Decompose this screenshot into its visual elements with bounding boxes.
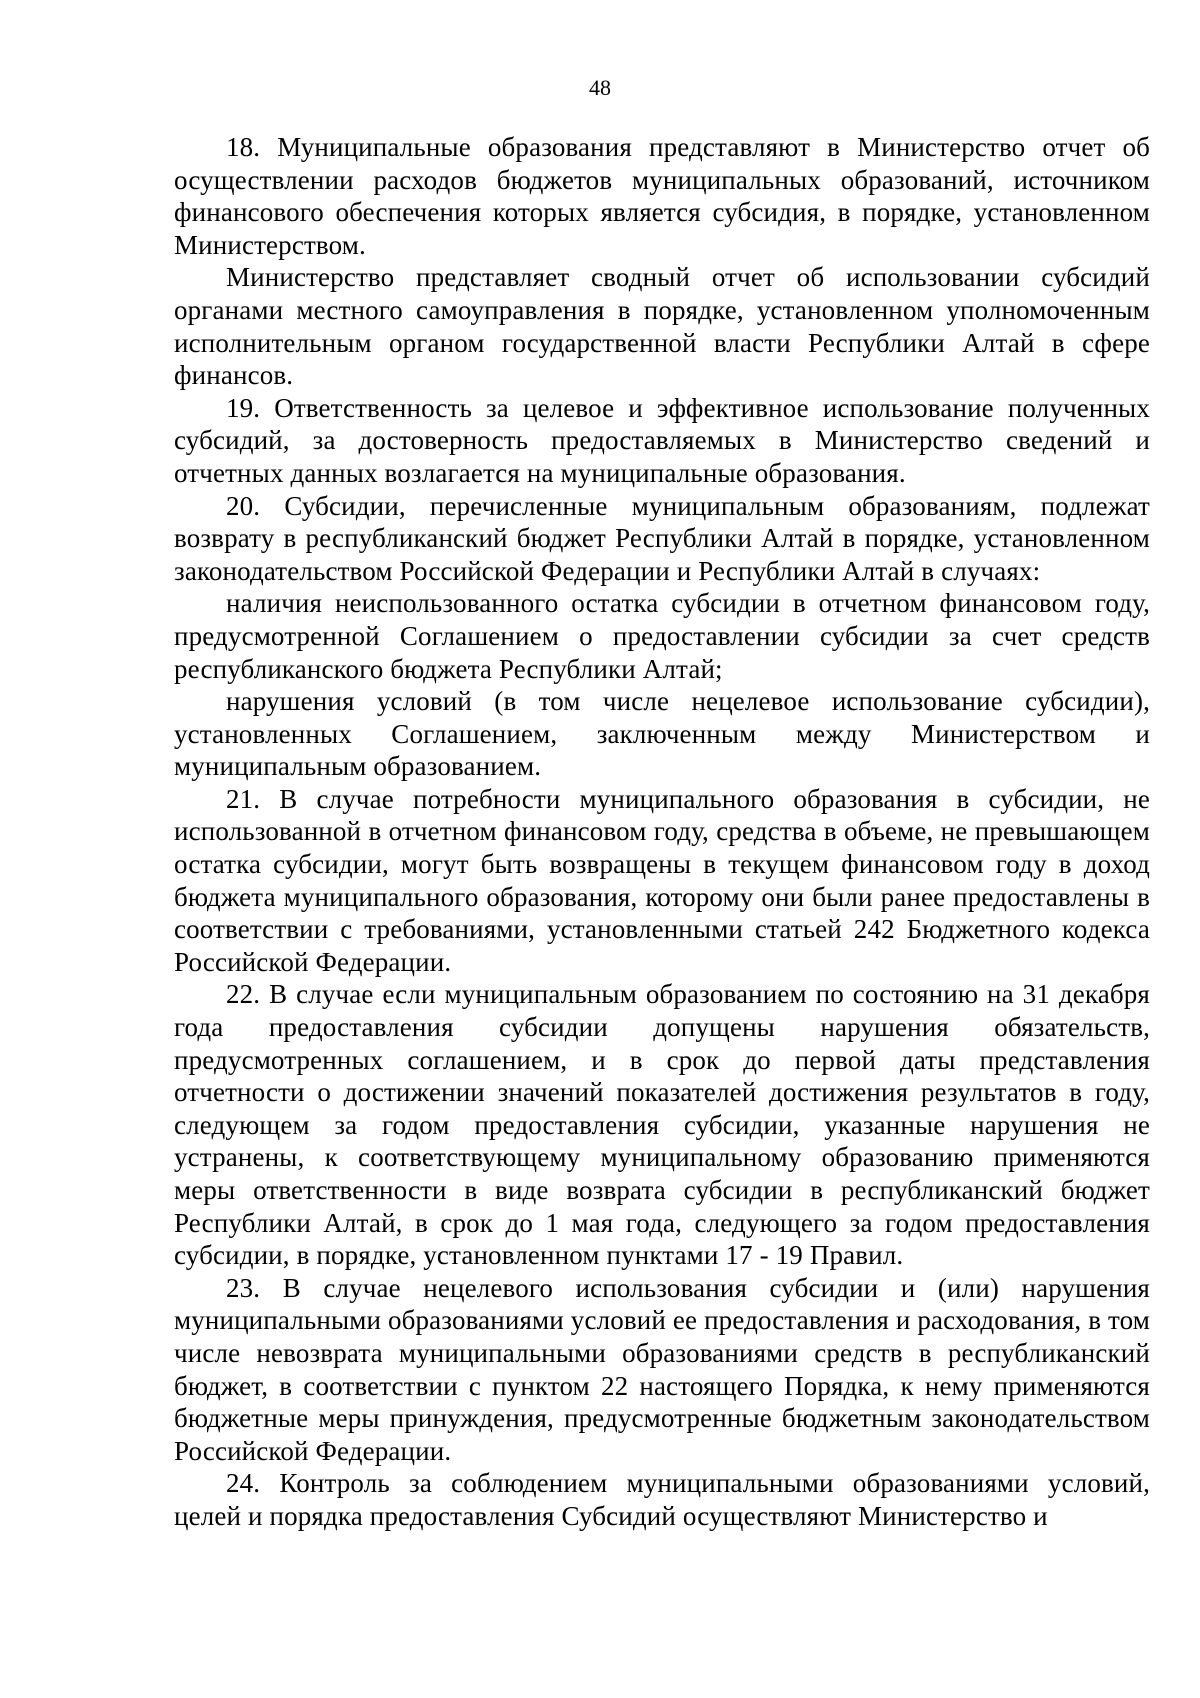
paragraph-18-ministry-report: Министерство представляет сводный отчет об использовании субсидий органами местного самоуправления в порядке, установленном уполномоченным исполнительным органом государственной власти Республики Алтай в сфере финансов.	[174, 262, 1150, 391]
paragraph-23: 23. В случае нецелевого использования субсидии и (или) нарушения муниципальными образованиями условий ее предоставления и расходования, в том числе невозврата муниципальными образованиями средств в республиканский бюджет, в соответствии с пунктом 22 настоящего Порядка, к нему применяются бюджетные меры принуждения, предусмотренные бюджетным законодательством Российской Федерации.	[174, 1272, 1150, 1466]
document-body	[174, 131, 1150, 1533]
paragraph-20-case-unused-balance: наличия неиспользованного остатка субсидии в отчетном финансовом году, предусмотренной Соглашением о предоставлении субсидии за счет средств республиканского бюджета Республики Алтай;	[174, 588, 1150, 684]
paragraph-20-case-violation: нарушения условий (в том числе нецелевое использование субсидии), установленных Соглашением, заключенным между Министерством и муниципальным образованием.	[174, 686, 1150, 782]
paragraph-21: 21. В случае потребности муниципального образования в субсидии, не использованной в отчетном финансовом году, средства в объеме, не превышающем остатка субсидии, могут быть возвращены в текущем финансовом году в доход бюджета муниципального образования, которому они были ранее предоставлены в соответствии с требованиями, установленными статьей 242 Бюджетного кодекса Российской Федерации.	[174, 783, 1150, 977]
paragraph-22: 22. В случае если муниципальным образованием по состоянию на 31 декабря года предоставления субсидии допущены нарушения обязательств, предусмотренных соглашением, и в срок до первой даты представления отчетности о достижении значений показателей достижения результатов в году, следующем за годом предоставления субсидии, указанные нарушения не устранены, к соответствующему муниципальному образованию применяются меры ответственности в виде возврата субсидии в республиканский бюджет Республики Алтай, в срок до 1 мая года, следующего за годом предоставления субсидии, в порядке, установленном пунктами 17 - 19 Правил.	[174, 979, 1150, 1271]
page-number: 48	[589, 75, 611, 100]
paragraph-24: 24. Контроль за соблюдением муниципальными образованиями условий, целей и порядка предоставления Субсидий осуществляют Министерство и	[174, 1468, 1150, 1531]
paragraph-18: 18. Муниципальные образования представляют в Министерство отчет об осуществлении расходов бюджетов муниципальных образований, источником финансового обеспечения которых является субсидия, в порядке, установленном Министерством.	[174, 132, 1150, 260]
paragraph-20: 20. Субсидии, перечисленные муниципальным образованиям, подлежат возврату в республиканский бюджет Республики Алтай в порядке, установленном законодательством Российской Федерации и Республики Алтай в случаях:	[174, 490, 1150, 586]
paragraph-19: 19. Ответственность за целевое и эффективное использование полученных субсидий, за достоверность предоставляемых в Министерство сведений и отчетных данных возлагается на муниципальные образования.	[174, 392, 1150, 488]
